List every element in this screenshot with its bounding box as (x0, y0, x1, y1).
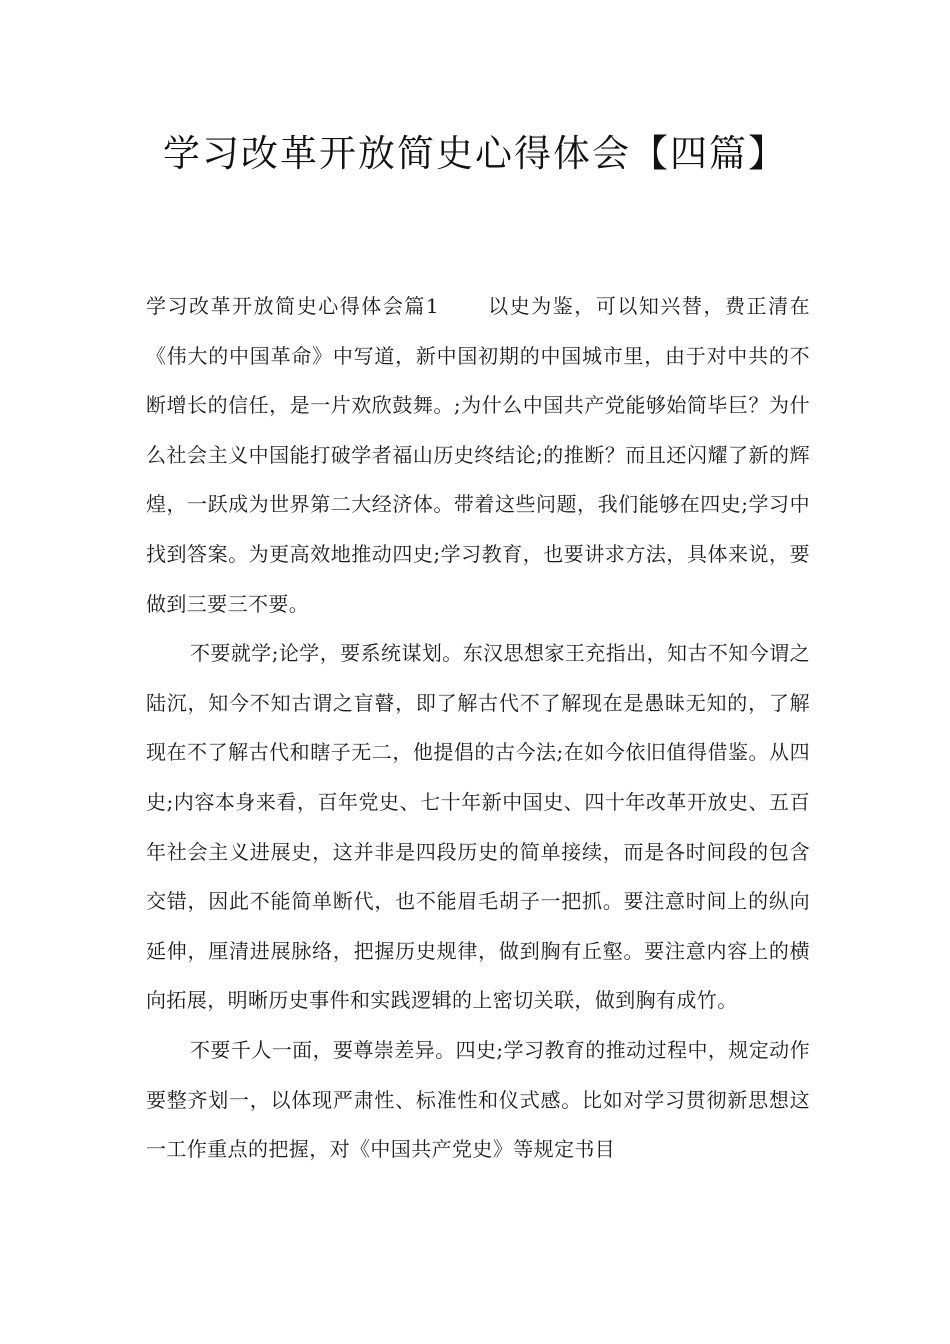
document-title: 学习改革开放简史心得体会【四篇】 (163, 132, 787, 175)
paragraph-1-text: 以史为鉴，可以知兴替，费正清在《伟大的中国革命》中写道，新中国初期的中国城市里，由于对中共的不断增长的信任，是一片欢欣鼓舞。;为什么中国共产党能够始简毕巨？为什么社会主义中国能打破学者福山历史终结论;的推断？而且还闪耀了新的辉煌，一跃成为世界第二大经济体。带着这些问题，我们能够在四史;学习中找到答案。为更高效地推动四史;学习教育，也要讲求方法，具体来说，要做到三要三不要。 (146, 294, 810, 616)
paragraph-1 (146, 282, 810, 629)
section-heading: 学习改革开放简史心得体会篇1 (146, 294, 440, 318)
paragraph-3: 不要千人一面，要尊崇差异。四史;学习教育的推动过程中，规定动作要整齐划一，以体现严肃性、标准性和仪式感。比如对学习贯彻新思想这一工作重点的把握，对《中国共产党史》等规定书目 (146, 1037, 810, 1162)
document-body (146, 282, 810, 1175)
paragraph-2: 不要就学;论学，要系统谋划。东汉思想家王充指出，知古不知今谓之陆沉，知今不知古谓之盲瞽，即了解古代不了解现在是愚昧无知的，了解现在不了解古代和瞎子无二，他提倡的古今法;在如今依旧值得借鉴。从四史;内容本身来看，百年党史、七十年新中国史、四十年改革开放史、五百年社会主义进展史，这并非是四段历史的简单接续，而是各时间段的包含交错，因此不能简单断代，也不能眉毛胡子一把抓。要注意时间上的纵向延伸，厘清进展脉络，把握历史规律，做到胸有丘壑。要注意内容上的横向拓展，明晰历史事件和实践逻辑的上密切关联，做到胸有成竹。 (146, 641, 810, 1013)
